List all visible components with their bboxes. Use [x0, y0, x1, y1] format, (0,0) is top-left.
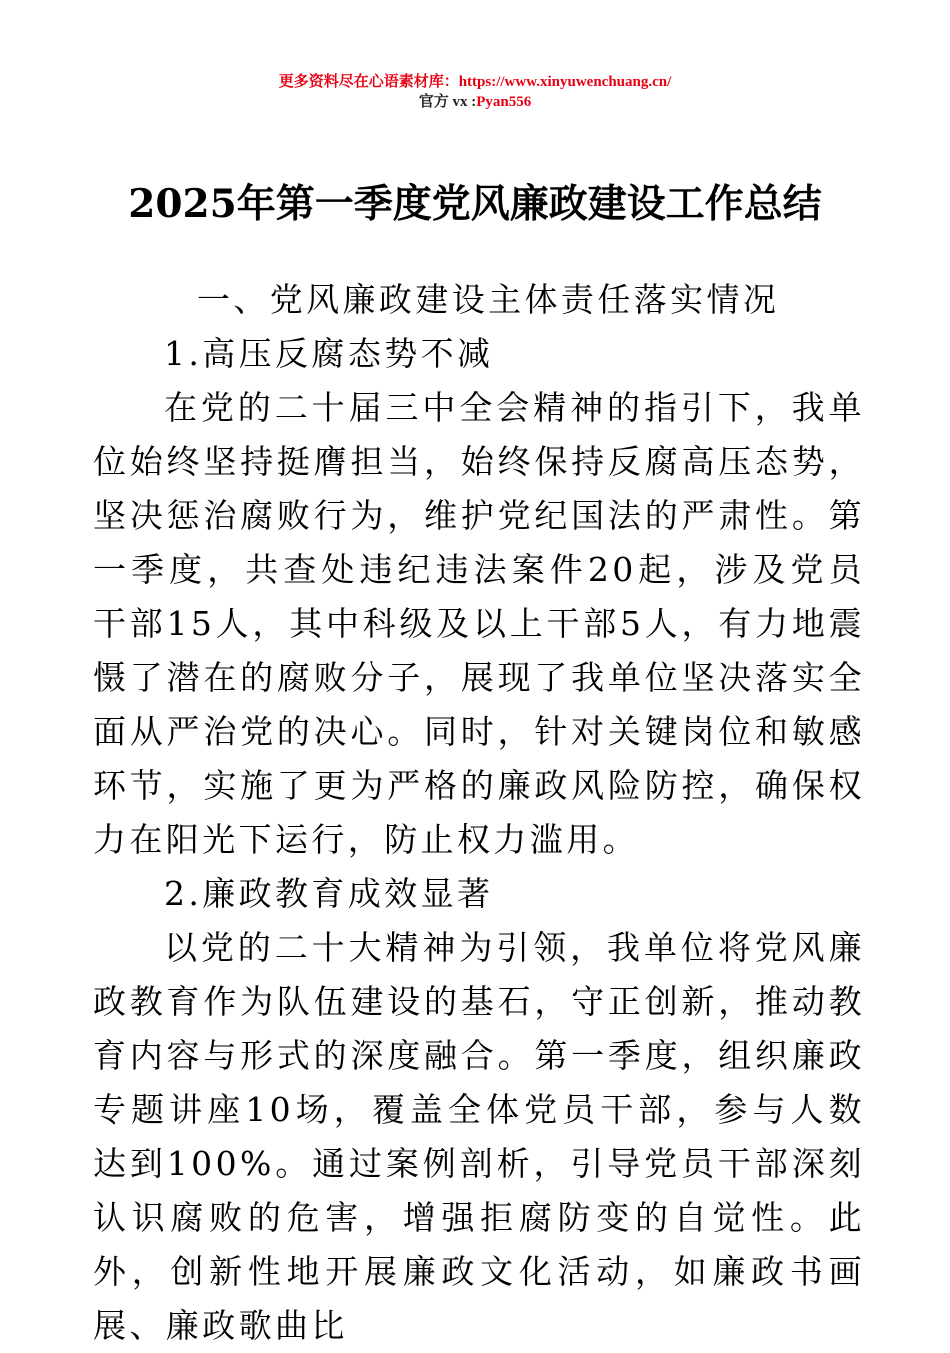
document-body — [93, 273, 865, 1353]
item-1-heading: 1.高压反腐态势不减 — [163, 334, 494, 373]
banner-line-2 — [0, 92, 950, 112]
banner-wechat-label: 官方 vx : — [418, 94, 477, 110]
banner-source-label: 更多资料尽在心语素材库： — [278, 74, 459, 90]
section-1-heading: 一、党风廉政建设主体责任落实情况 — [196, 280, 780, 319]
banner-wechat-id: Pyan556 — [476, 94, 532, 110]
source-banner — [0, 72, 950, 112]
document-title: 2025年第一季度党风廉政建设工作总结 — [128, 181, 822, 227]
banner-line-1 — [0, 72, 950, 92]
item-2-paragraph: 以党的二十大精神为引领，我单位将党风廉政教育作为队伍建设的基石，守正创新，推动教育内容与形式的深度融合。第一季度，组织廉政专题讲座10场，覆盖全体党员干部，参与人数达到100%。通过案例剖析，引导党员干部深刻认识腐败的危害，增强拒腐防变的自觉性。此外，创新性地开展廉政文化活动，如廉政书画展、廉政歌曲比 — [93, 928, 865, 1345]
item-2-heading: 2.廉政教育成效显著 — [163, 874, 494, 913]
item-1-paragraph: 在党的二十届三中全会精神的指引下，我单位始终坚持挺膺担当，始终保持反腐高压态势，坚决惩治腐败行为，维护党纪国法的严肃性。第一季度，共查处违纪违法案件20起，涉及党员干部15人，其中科级及以上干部5人，有力地震慑了潜在的腐败分子，展现了我单位坚决落实全面从严治党的决心。同时，针对关键岗位和敏感环节，实施了更为严格的廉政风险防控，确保权力在阳光下运行，防止权力滥用。 — [93, 388, 865, 859]
banner-source-link[interactable]: https://www.xinyuwenchuang.cn/ — [458, 74, 672, 90]
